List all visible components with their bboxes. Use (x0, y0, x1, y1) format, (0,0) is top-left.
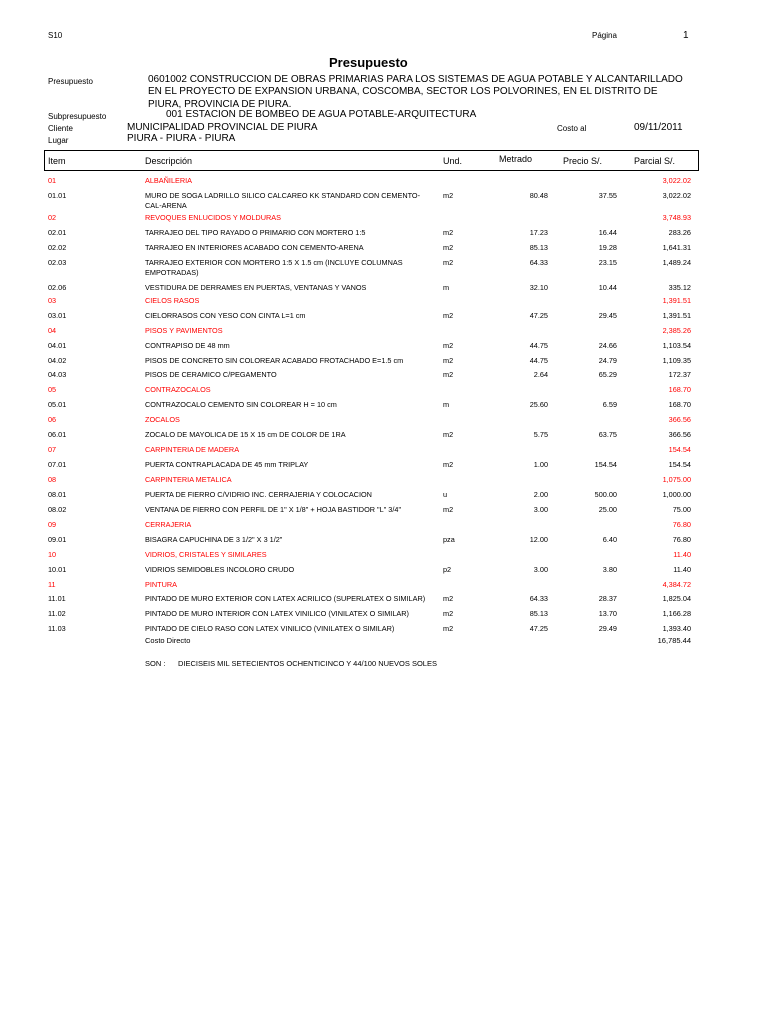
row-description: MURO DE SOGA LADRILLO SILICO CALCAREO KK STANDARD CON CEMENTO-CAL-ARENA (145, 191, 421, 210)
row-unit: m (443, 283, 450, 292)
row-description: PINTADO DE CIELO RASO CON LATEX VINILICO (VINILATEX O SIMILAR) (145, 624, 395, 633)
row-precio: 24.66 (598, 341, 617, 350)
row-parcial: 1,393.40 (662, 624, 691, 633)
row-precio: 37.55 (598, 191, 617, 200)
row-metrado: 5.75 (533, 430, 548, 439)
lugar-value: PIURA - PIURA - PIURA (127, 133, 236, 144)
row-description: PINTADO DE MURO EXTERIOR CON LATEX ACRILICO (SUPERLATEX O SIMILAR) (145, 594, 426, 603)
row-unit: m2 (443, 430, 454, 439)
presupuesto-value: 0601002 CONSTRUCCION DE OBRAS PRIMARIAS PARA LOS SISTEMAS DE AGUA POTABLE Y ALCANTARILLADO EN EL PROYECTO DE EXPANSION URBANA, COSCOMBA, SECTOR LOS POLVORINES, EN EL DISTRITO DE PIURA, PROVINCIA DE PIURA. (148, 74, 683, 110)
row-item: 02.01 (48, 228, 67, 237)
row-precio: 16.44 (598, 228, 617, 237)
row-parcial: 154.54 (668, 460, 691, 469)
costo-date: 09/11/2011 (634, 122, 683, 133)
page-title: Presupuesto (329, 55, 408, 70)
row-precio: 29.49 (598, 624, 617, 633)
row-unit: m2 (443, 624, 454, 633)
row-precio: 28.37 (598, 594, 617, 603)
subpresupuesto-label: Subpresupuesto (48, 112, 107, 121)
row-metrado: 80.48 (529, 191, 548, 200)
row-item: 05 (48, 385, 57, 394)
row-unit: m2 (443, 594, 454, 603)
row-item: 08.01 (48, 490, 67, 499)
page-label: Página (592, 31, 617, 40)
row-item: 04.03 (48, 370, 67, 379)
row-item: 11.03 (48, 624, 66, 633)
row-unit: m2 (443, 505, 454, 514)
row-parcial: 3,022.02 (662, 191, 691, 200)
row-description: CIELORRASOS CON YESO CON CINTA L=1 cm (145, 311, 306, 320)
row-parcial: 366.56 (668, 430, 691, 439)
lugar-label: Lugar (48, 136, 69, 145)
row-description: VIDRIOS SEMIDOBLES INCOLORO CRUDO (145, 565, 295, 574)
row-parcial: 3,748.93 (662, 213, 691, 222)
row-precio: 154.54 (594, 460, 617, 469)
row-description: CONTRAZOCALOS (145, 385, 211, 394)
row-unit: m2 (443, 243, 454, 252)
row-item: 02.02 (48, 243, 67, 252)
row-metrado: 47.25 (529, 624, 548, 633)
row-item: 07 (48, 445, 57, 454)
row-metrado: 12.00 (529, 535, 548, 544)
row-description: CARPINTERIA DE MADERA (145, 445, 240, 454)
row-unit: m2 (443, 341, 454, 350)
row-item: 06.01 (48, 430, 67, 439)
row-description: PINTURA (145, 580, 178, 589)
row-description: VESTIDURA DE DERRAMES EN PUERTAS, VENTANAS Y VANOS (145, 283, 367, 292)
row-unit: u (443, 490, 448, 499)
row-unit: m2 (443, 228, 454, 237)
row-parcial: 11.40 (673, 565, 691, 574)
row-description: ALBAÑILERIA (145, 176, 193, 185)
row-precio: 19.28 (598, 243, 617, 252)
row-description: BISAGRA CAPUCHINA DE 3 1/2" X 3 1/2" (145, 535, 283, 544)
cliente-label: Cliente (48, 124, 73, 133)
row-parcial: 283.26 (668, 228, 691, 237)
row-item: 05.01 (48, 400, 67, 409)
row-item: 11 (48, 580, 56, 589)
row-description: CONTRAPISO DE 48 mm (145, 341, 230, 350)
row-item: 10.01 (48, 565, 67, 574)
row-parcial: 168.70 (668, 385, 691, 394)
row-description: PISOS DE CERAMICO C/PEGAMENTO (145, 370, 277, 379)
row-unit: m2 (443, 356, 454, 365)
row-item: 08.02 (48, 505, 67, 514)
row-item: 09.01 (48, 535, 67, 544)
costo-directo-value: 16,785.44 (657, 636, 691, 645)
row-item: 01 (48, 176, 57, 185)
row-metrado: 2.64 (533, 370, 548, 379)
row-item: 10 (48, 550, 57, 559)
row-unit: m2 (443, 609, 454, 618)
row-item: 11.01 (48, 594, 66, 603)
row-item: 04 (48, 326, 57, 335)
row-parcial: 1,489.24 (662, 258, 691, 267)
row-parcial: 3,022.02 (662, 176, 691, 185)
row-metrado: 44.75 (529, 356, 548, 365)
row-description: CERRAJERIA (145, 520, 192, 529)
row-description: TARRAJEO EN INTERIORES ACABADO CON CEMENTO-ARENA (145, 243, 364, 252)
row-parcial: 11.40 (673, 550, 691, 559)
row-parcial: 335.12 (668, 283, 691, 292)
row-description: ZOCALO DE MAYOLICA DE 15 X 15 cm DE COLOR DE 1RA (145, 430, 346, 439)
row-description: PISOS Y PAVIMENTOS (145, 326, 223, 335)
col-descripcion: Descripción (145, 156, 193, 166)
row-parcial: 1,825.04 (662, 594, 691, 603)
row-precio: 500.00 (594, 490, 617, 499)
row-unit: m2 (443, 311, 454, 320)
row-parcial: 366.56 (668, 415, 691, 424)
row-item: 06 (48, 415, 57, 424)
row-item: 08 (48, 475, 57, 484)
row-parcial: 1,391.51 (662, 296, 691, 305)
costo-directo-label: Costo Directo (145, 636, 191, 645)
row-precio: 6.59 (602, 400, 617, 409)
row-unit: m2 (443, 460, 454, 469)
row-description: PUERTA CONTRAPLACADA DE 45 mm TRIPLAY (145, 460, 309, 469)
col-item: Item (48, 156, 66, 166)
row-description: CONTRAZOCALO CEMENTO SIN COLOREAR H = 10 cm (145, 400, 337, 409)
row-precio: 29.45 (598, 311, 617, 320)
row-item: 11.02 (48, 609, 66, 618)
row-precio: 3.80 (602, 565, 617, 574)
row-parcial: 1,109.35 (662, 356, 691, 365)
row-metrado: 44.75 (529, 341, 548, 350)
row-item: 02.03 (48, 258, 67, 267)
row-description: TARRAJEO DEL TIPO RAYADO O PRIMARIO CON MORTERO 1:5 (145, 228, 366, 237)
row-unit: m (443, 400, 450, 409)
row-parcial: 172.37 (668, 370, 691, 379)
row-metrado: 3.00 (533, 565, 548, 574)
row-metrado: 25.60 (529, 400, 548, 409)
row-precio: 25.00 (598, 505, 617, 514)
row-metrado: 47.25 (529, 311, 548, 320)
row-unit: m2 (443, 370, 454, 379)
row-metrado: 3.00 (533, 505, 548, 514)
row-item: 01.01 (48, 191, 67, 200)
row-metrado: 85.13 (529, 609, 548, 618)
row-precio: 65.29 (598, 370, 617, 379)
row-description: PINTADO DE MURO INTERIOR CON LATEX VINILICO (VINILATEX O SIMILAR) (145, 609, 409, 618)
row-description: PUERTA DE FIERRO C/VIDRIO INC. CERRAJERIA Y COLOCACION (145, 490, 372, 499)
row-description: ZOCALOS (145, 415, 180, 424)
row-metrado: 64.33 (529, 258, 548, 267)
presupuesto-label: Presupuesto (48, 77, 93, 86)
col-metrado: Metrado (499, 154, 533, 164)
row-description: CIELOS RASOS (145, 296, 200, 305)
row-parcial: 154.54 (668, 445, 691, 454)
row-parcial: 75.00 (672, 505, 691, 514)
row-precio: 24.79 (598, 356, 617, 365)
row-parcial: 4,384.72 (662, 580, 691, 589)
row-metrado: 17.23 (529, 228, 548, 237)
row-precio: 23.15 (598, 258, 617, 267)
row-metrado: 1.00 (533, 460, 548, 469)
row-parcial: 1,000.00 (662, 490, 691, 499)
row-description: CARPINTERIA METALICA (145, 475, 232, 484)
row-unit: m2 (443, 191, 454, 200)
row-metrado: 85.13 (529, 243, 548, 252)
system-label: S10 (48, 31, 63, 40)
row-metrado: 64.33 (529, 594, 548, 603)
costo-label: Costo al (557, 124, 587, 133)
row-description: REVOQUES ENLUCIDOS Y MOLDURAS (145, 213, 281, 222)
subpresupuesto-value: 001 ESTACION DE BOMBEO DE AGUA POTABLE-ARQUITECTURA (166, 109, 477, 120)
row-parcial: 1,166.28 (662, 609, 691, 618)
row-item: 03 (48, 296, 57, 305)
col-precio: Precio S/. (563, 156, 603, 166)
row-metrado: 2.00 (533, 490, 548, 499)
page-number: 1 (683, 30, 689, 41)
row-unit: m2 (443, 258, 454, 267)
row-parcial: 1,641.31 (662, 243, 691, 252)
row-item: 04.01 (48, 341, 67, 350)
row-precio: 63.75 (598, 430, 617, 439)
row-parcial: 2,385.26 (662, 326, 691, 335)
col-parcial: Parcial S/. (634, 156, 676, 166)
row-parcial: 1,075.00 (662, 475, 691, 484)
row-item: 03.01 (48, 311, 67, 320)
row-precio: 13.70 (598, 609, 617, 618)
cliente-value: MUNICIPALIDAD PROVINCIAL DE PIURA (127, 122, 318, 133)
row-metrado: 32.10 (529, 283, 548, 292)
row-description: VIDRIOS, CRISTALES Y SIMILARES (145, 550, 267, 559)
row-item: 07.01 (48, 460, 67, 469)
row-description: TARRAJEO EXTERIOR CON MORTERO 1:5 X 1.5 cm (INCLUYE COLUMNAS EMPOTRADAS) (145, 258, 403, 277)
row-item: 02 (48, 213, 57, 222)
row-parcial: 76.80 (672, 520, 691, 529)
row-parcial: 76.80 (672, 535, 691, 544)
row-description: VENTANA DE FIERRO CON PERFIL DE 1" X 1/8" + HOJA BASTIDOR "L" 3/4" (145, 505, 402, 514)
son-label: SON : (145, 659, 166, 668)
row-unit: pza (443, 535, 455, 544)
son-value: DIECISEIS MIL SETECIENTOS OCHENTICINCO Y 44/100 NUEVOS SOLES (178, 659, 437, 668)
row-description: PISOS DE CONCRETO SIN COLOREAR ACABADO FROTACHADO E=1.5 cm (145, 356, 404, 365)
row-item: 02.06 (48, 283, 67, 292)
row-item: 09 (48, 520, 57, 529)
row-precio: 10.44 (598, 283, 617, 292)
col-und: Und. (443, 156, 463, 166)
row-parcial: 1,391.51 (662, 311, 691, 320)
row-parcial: 1,103.54 (662, 341, 691, 350)
row-item: 04.02 (48, 356, 67, 365)
row-parcial: 168.70 (668, 400, 691, 409)
row-precio: 6.40 (602, 535, 617, 544)
row-unit: p2 (443, 565, 452, 574)
